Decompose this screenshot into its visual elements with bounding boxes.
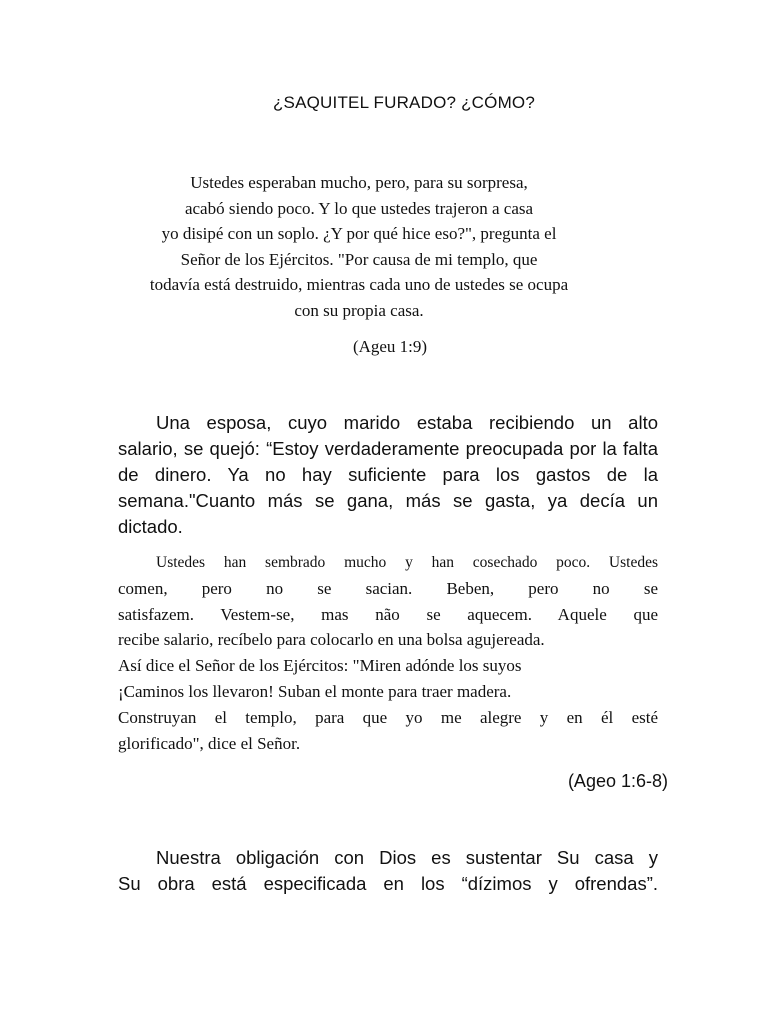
paragraph2-line: Su obra está especificada en los “dízimos y ofrendas”.	[118, 873, 658, 894]
quote2-line: glorificado", dice el Señor.	[118, 733, 301, 753]
quote1-line: acabó siendo poco. Y lo que ustedes trajeron a casa	[184, 198, 534, 218]
paragraph1-line: semana."Cuanto más se gana, más se gasta, ya decía un	[118, 490, 658, 511]
quote1-line: yo disipé con un soplo. ¿Y por qué hice eso?", pregunta el	[161, 224, 557, 243]
paragraph-2	[118, 845, 658, 897]
scripture-quote-2	[118, 550, 658, 756]
quote2-line: recibe salario, recíbelo para colocarlo en una bolsa agujereada.	[118, 630, 545, 650]
paragraph-1	[118, 410, 658, 540]
quote2-line: Así dice el Señor de los Ejércitos: "Miren adónde los suyos	[118, 656, 522, 676]
paragraph1-line: salario, se quejó: “Estoy verdaderamente preocupada por la falta	[118, 438, 658, 459]
paragraph1-line: de dinero. Ya no hay suficiente para los gastos de la	[118, 464, 658, 485]
quote1-reference: (Ageu 1:9)	[352, 337, 428, 356]
scripture-quote-1	[104, 170, 614, 323]
quote2-line: Ustedes han sembrado mucho y han cosechado poco. Ustedes	[156, 554, 658, 571]
page-title: ¿SAQUITEL FURADO? ¿CÓMO?	[272, 93, 536, 112]
paragraph2-line: Nuestra obligación con Dios es sustentar Su casa y	[156, 847, 658, 868]
quote2-line: comen, pero no se sacian. Beben, pero no se	[118, 578, 658, 598]
quote2-line: ¡Caminos los llevaron! Suban el monte para traer madera.	[118, 681, 512, 701]
quote1-line: Señor de los Ejércitos. "Por causa de mi templo, que	[180, 249, 538, 269]
quote2-line: satisfazem. Vestem-se, mas não se aquecem. Aquele que	[118, 604, 658, 624]
quote1-line: Ustedes esperaban mucho, pero, para su sorpresa,	[190, 173, 528, 192]
quote2-line: Construyan el templo, para que yo me alegre y en él esté	[118, 707, 658, 727]
quote1-line: con su propia casa.	[294, 300, 424, 320]
paragraph1-line: dictado.	[118, 516, 183, 537]
quote2-reference: (Ageo 1:6-8)	[567, 771, 668, 791]
paragraph1-line: Una esposa, cuyo marido estaba recibiendo un alto	[156, 412, 658, 433]
quote1-line: todavía está destruido, mientras cada uno de ustedes se ocupa	[149, 275, 569, 294]
